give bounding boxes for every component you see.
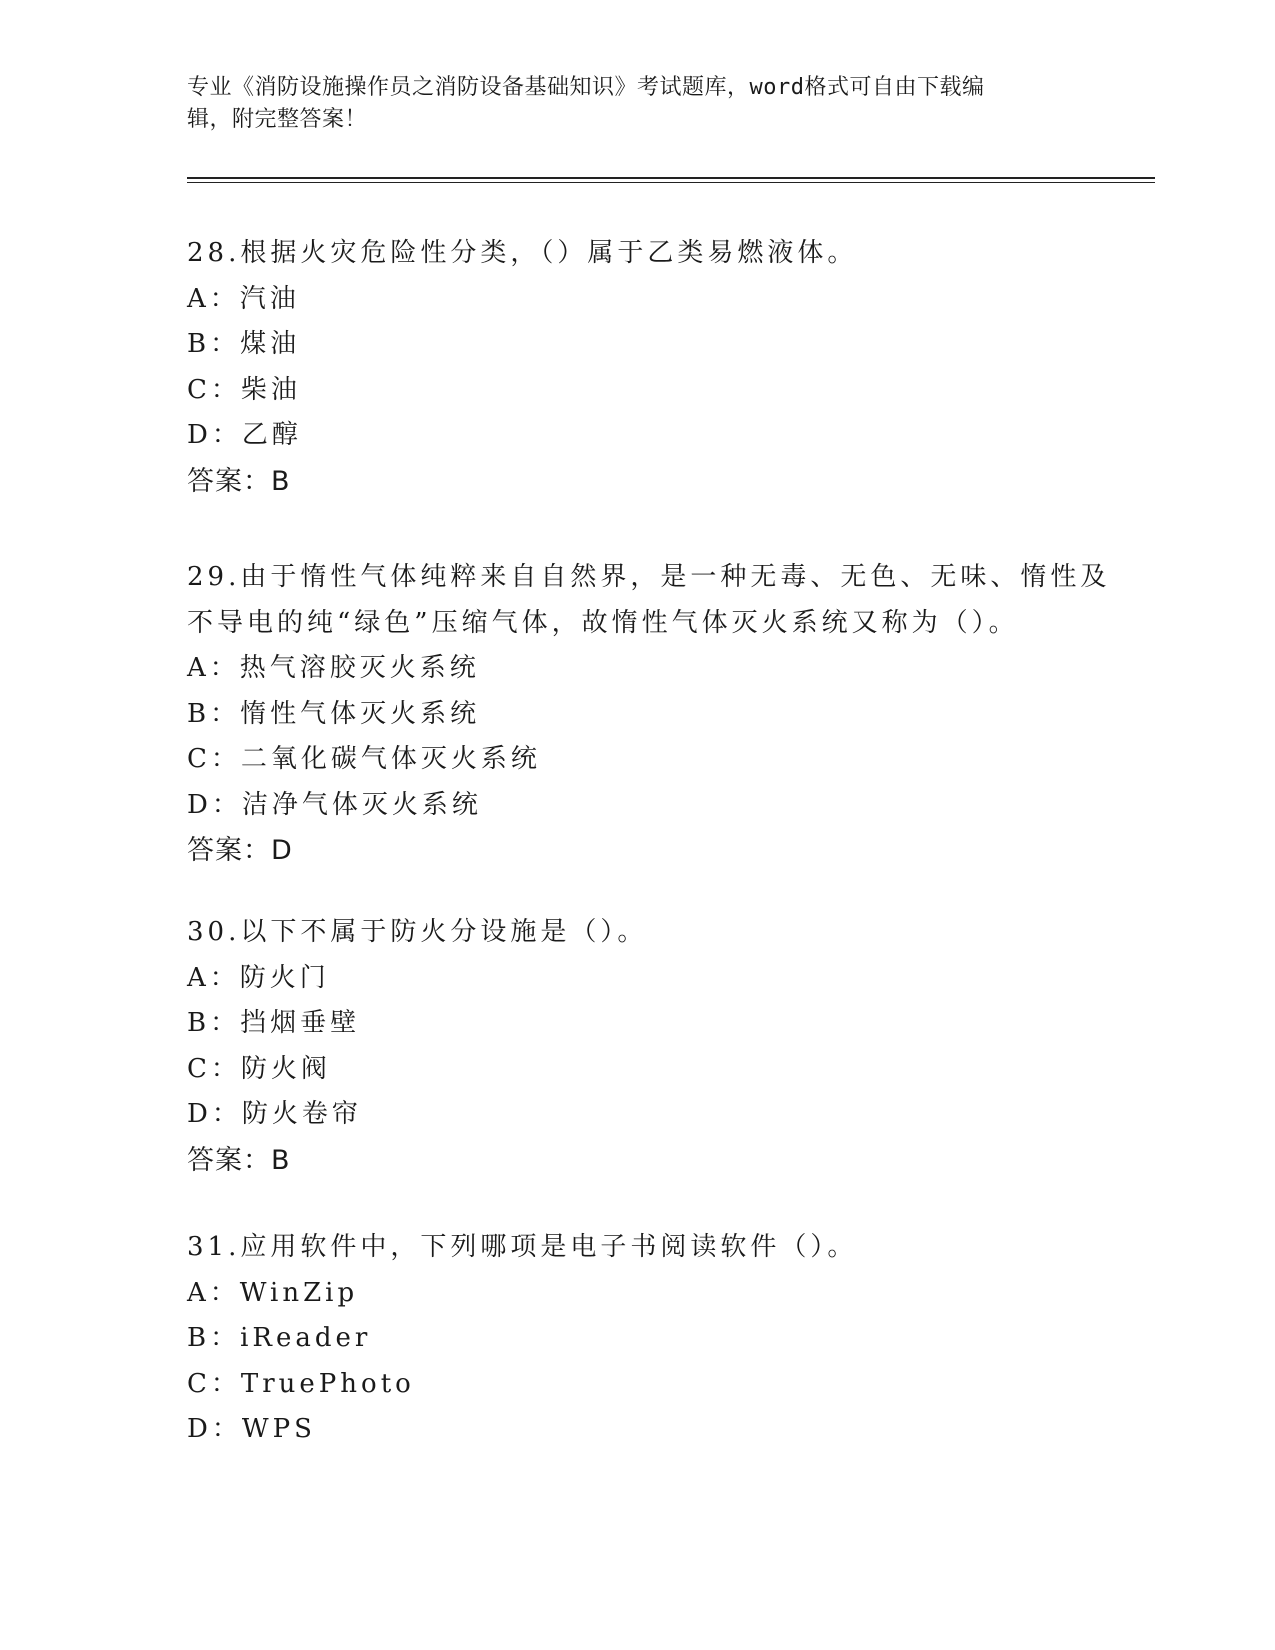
question-stem: 31.应用软件中，下列哪项是电子书阅读软件（）。 <box>187 1232 858 1262</box>
question-stem: 不导电的纯“绿色”压缩气体，故惰性气体灭火系统又称为（）。 <box>187 607 1019 638</box>
option-text: 防火阀 <box>240 1053 331 1084</box>
question-31 <box>187 1225 1087 1453</box>
option-c <box>187 737 1087 783</box>
option-d <box>187 1407 1087 1453</box>
option-c <box>187 1047 1087 1093</box>
option-text: 惰性气体灭火系统 <box>240 698 481 729</box>
option-label: D： <box>187 1099 242 1129</box>
option-b <box>187 1316 1087 1362</box>
option-b <box>187 1001 1087 1047</box>
option-label: A： <box>187 283 240 314</box>
option-label: A： <box>187 962 240 993</box>
option-label: A： <box>187 1277 240 1308</box>
option-label: A： <box>187 653 240 683</box>
header-line-1: 专业《消防设施操作员之消防设备基础知识》考试题库，word格式可自由下载编 <box>187 75 985 100</box>
question-28 <box>187 231 1087 504</box>
option-d <box>187 413 1087 459</box>
header-divider <box>187 177 1155 183</box>
question-30 <box>187 910 1087 1183</box>
option-text: 二氧化碳气体灭火系统 <box>240 744 541 774</box>
option-text: 汽油 <box>239 283 300 314</box>
option-text: 挡烟垂壁 <box>240 1008 361 1038</box>
option-label: D： <box>187 1414 242 1444</box>
option-label: B： <box>187 698 241 729</box>
answer-line: 答案：B <box>187 465 291 497</box>
option-text: 乙醇 <box>241 420 302 450</box>
option-d <box>187 783 1087 829</box>
option-label: C： <box>187 744 241 774</box>
answer-line: 答案：D <box>187 835 293 866</box>
option-label: C： <box>187 374 241 405</box>
document-header <box>187 72 1067 136</box>
option-a <box>187 1271 1087 1317</box>
question-29 <box>187 555 1111 874</box>
option-label: D： <box>187 420 242 450</box>
answer-line: 答案：B <box>187 1144 291 1176</box>
option-text: iReader <box>240 1323 372 1353</box>
header-line-2: 辑，附完整答案！ <box>187 107 368 132</box>
option-c <box>187 1362 1087 1408</box>
option-label: B： <box>187 1008 241 1038</box>
option-label: C： <box>187 1368 241 1399</box>
option-label: C： <box>187 1053 241 1084</box>
option-a <box>187 956 1087 1002</box>
option-label: B： <box>187 329 241 359</box>
question-stem: 28.根据火灾危险性分类，（）属于乙类易燃液体。 <box>187 238 858 268</box>
option-text: WPS <box>241 1414 316 1444</box>
option-label: B： <box>187 1323 241 1353</box>
option-a <box>187 277 1087 323</box>
question-stem: 30.以下不属于防火分设施是（）。 <box>187 917 648 947</box>
option-c <box>187 368 1087 414</box>
option-text: 防火卷帘 <box>241 1099 362 1129</box>
option-text: WinZip <box>239 1277 359 1308</box>
option-text: 洁净气体灭火系统 <box>241 789 482 820</box>
option-text: 热气溶胶灭火系统 <box>239 653 480 683</box>
option-text: 柴油 <box>240 374 301 405</box>
option-b <box>187 692 1087 738</box>
option-text: 煤油 <box>240 329 301 359</box>
option-text: 防火门 <box>239 962 330 993</box>
option-d <box>187 1092 1087 1138</box>
option-label: D： <box>187 789 242 820</box>
option-a <box>187 646 1087 692</box>
question-stem: 29.由于惰性气体纯粹来自自然界，是一种无毒、无色、无味、惰性及 <box>187 562 1111 592</box>
option-text: TruePhoto <box>240 1368 415 1399</box>
option-b <box>187 322 1087 368</box>
